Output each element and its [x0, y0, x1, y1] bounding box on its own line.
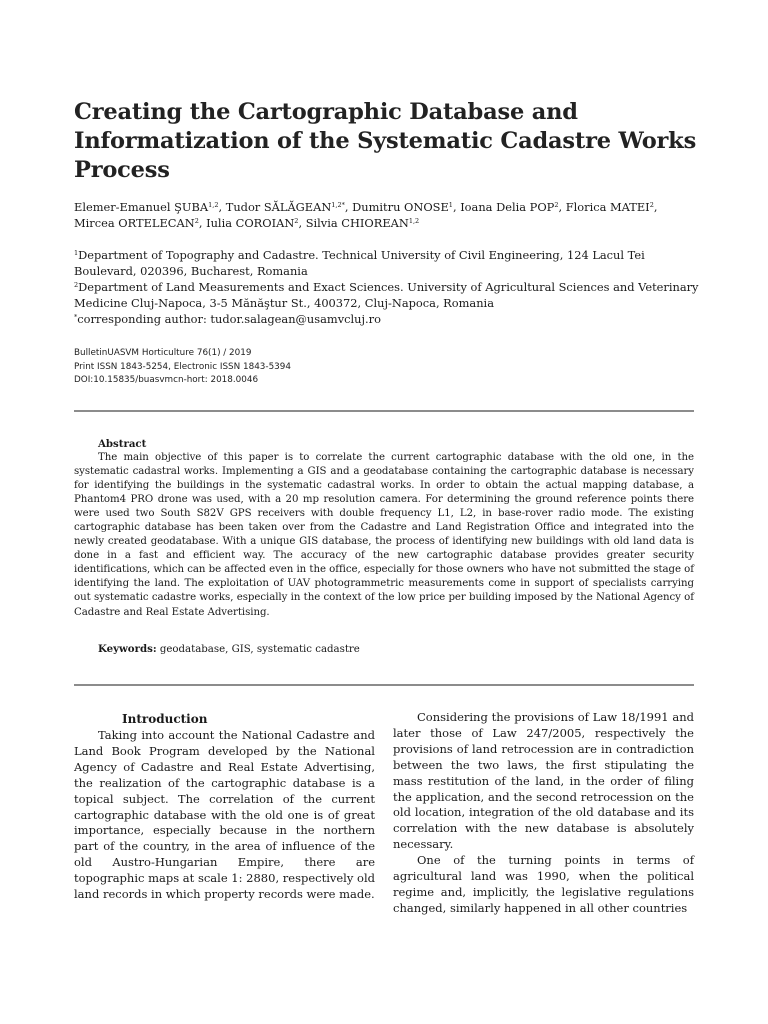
author: Mircea ORTELECAN$^2$,: [74, 216, 207, 230]
abstract-heading: Abstract: [98, 438, 147, 450]
paragraph: One of the turning points in terms of agricultural land was 1990, when the political regime and, implicitly, the legislative regulations changed, similarly happened in all other countries: [393, 853, 694, 915]
divider-top: [74, 410, 694, 412]
body-column-left: [74, 710, 375, 903]
author: Iulia COROIAN$^2$,: [206, 216, 306, 230]
keywords-text: geodatabase, GIS, systematic cadastre: [159, 644, 360, 655]
author: Tudor $SĂLĂGEAN^{1,2*}$,: [225, 200, 353, 214]
affiliation-1: $^1$Department of Topography and Cadastre. Technical University of Civil Engineering, 124 Lacul Tei Boulevard, 020396, Bucharest, Romania: [74, 248, 645, 278]
author: Elemer-Emanuel ŞUBA$^{1,2}$,: [74, 200, 226, 214]
keywords-label: Keywords:: [98, 643, 157, 655]
section-heading-introduction: Introduction: [122, 712, 208, 726]
publication-info: [74, 347, 474, 388]
paper-title: Creating the Cartographic Database and Informatization of the Systematic Cadastre Works Process: [74, 99, 697, 183]
body-column-right: [393, 710, 694, 917]
author: Ioana Delia POP$^2$,: [460, 200, 566, 214]
author: Florica MATEI$^2$,: [565, 200, 658, 214]
divider-bottom: [74, 684, 694, 686]
affiliations: [74, 247, 700, 327]
doi: DOI:10.15835/buasvmcn-hort: 2018.0046: [74, 375, 259, 385]
journal-issue: BulletinUASVM Horticulture 76(1) / 2019: [74, 348, 252, 358]
affiliation-2: $^2$Department of Land Measurements and Exact Sciences. University of Agricultural Sciences and Veterinary Medicine Cluj-Napoca, 3-5 Mănăştur St., 400372, Cluj-Napoca, Romania: [74, 280, 699, 310]
author: Dumitru ONOSE$^1$,: [352, 200, 461, 214]
abstract-text: The main objective of this paper is to correlate the current cartographic database with the old one, in the systematic cadastral works. Implementing a GIS and a geodatabase containing the cartographic database is necessary for identifying the buildings in the systematic cadastral works. In order to obtain the actual mapping database, a Phantom4 PRO drone was used, with a 20 mp resolution camera. For determining the ground reference points there were used two South S82V GPS receivers with double frequency L1, L2, in base-rover radio mode. The existing cartographic database has been taken over from the Cadastre and Land Registration Office and integrated into the newly created geodatabase. With a unique GIS database, the process of identifying new buildings with old land data is done in a fast and efficient way. The accuracy of the new cartographic database provides greater security identifications, which can be affected even in the office, especially for those owners who have not submitted the stage of identifying the land. The exploitation of UAV photogrammetric measurements come in support of specialists carrying out systematic cadastre works, especially in the context of the low price per building imposed by the National Agency of Cadastre and Real Estate Advertising.: [74, 452, 694, 618]
author-list: [74, 199, 700, 231]
issn: Print ISSN 1843-5254, Electronic ISSN 1843-5394: [74, 361, 291, 372]
paragraph: Taking into account the National Cadastre and Land Book Program developed by the National Agency of Cadastre and Real Estate Advertising, the realization of the cartographic database is a topical subject. The correlation of the current cartographic database with the old one is of great importance, especially because in the northern part of the country, in the area of influence of the old Austro-Hungarian Empire, there are topographic maps at scale 1: 2880, respectively old land records in which property records were made.: [74, 728, 375, 902]
author: Silvia CHIOREAN$^{1,2}$: [305, 216, 420, 230]
paragraph: Considering the provisions of Law 18/1991 and later those of Law 247/2005, respectively the provisions of land retrocession are in contradiction between the two laws, the first stipulating the mass restitution of the land, in the order of filing the application, and the second retrocession on the old location, integration of the old database and its correlation with the new database is absolutely necessary.: [393, 710, 694, 852]
keywords: [98, 643, 360, 655]
corresponding-author: *corresponding author: tudor.salagean@usamvcluj.ro: [74, 312, 381, 326]
